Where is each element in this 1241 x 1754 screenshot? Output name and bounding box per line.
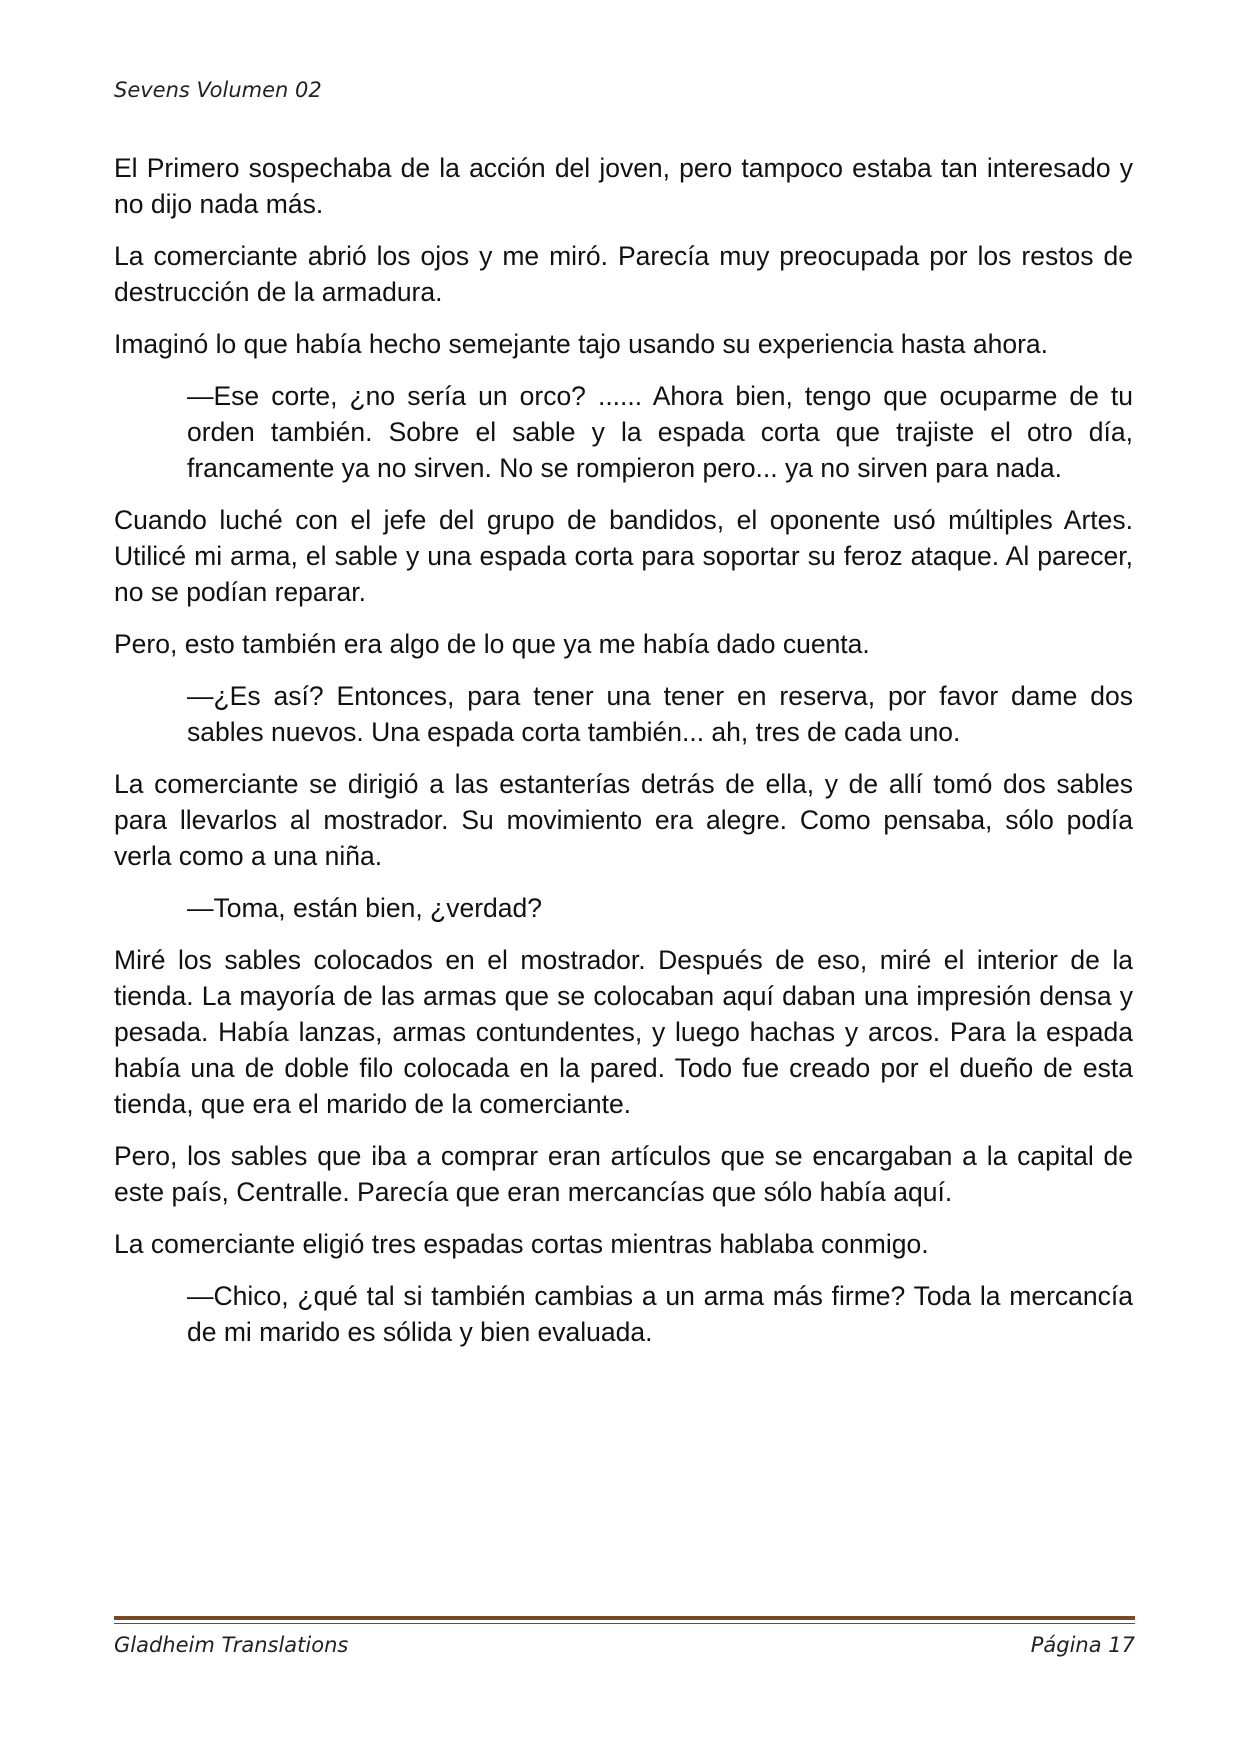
narration-paragraph: El Primero sospechaba de la acción del joven, pero tampoco estaba tan interesado y no dijo nada más. [114, 153, 1133, 219]
footer-divider [114, 1616, 1135, 1620]
document-body [114, 150, 1133, 1366]
narration-paragraph: La comerciante eligió tres espadas cortas mientras hablaba conmigo. [114, 1229, 929, 1259]
narration-paragraph: La comerciante abrió los ojos y me miró. Parecía muy preocupada por los restos de destrucción de la armadura. [114, 241, 1133, 307]
dialogue-paragraph: —Chico, ¿qué tal si también cambias a un arma más firme? Toda la mercancía de mi marido es sólida y bien evaluada. [187, 1281, 1133, 1347]
dialogue-paragraph: —Ese corte, ¿no sería un orco? ...... Ahora bien, tengo que ocuparme de tu orden también. Sobre el sable y la espada corta que trajiste el otro día, francamente ya no sirven. No se rompieron pero... ya no sirven para nada. [187, 381, 1133, 483]
narration-paragraph: Imaginó lo que había hecho semejante tajo usando su experiencia hasta ahora. [114, 329, 1049, 359]
narration-paragraph: La comerciante se dirigió a las estanterías detrás de ella, y de allí tomó dos sables para llevarlos al mostrador. Su movimiento era alegre. Como pensaba, sólo podía verla como a una niña. [114, 769, 1133, 871]
dialogue-paragraph: —Toma, están bien, ¿verdad? [187, 893, 542, 923]
narration-paragraph: Pero, los sables que iba a comprar eran artículos que se encargaban a la capital de este país, Centralle. Parecía que eran mercancías que sólo había aquí. [114, 1141, 1133, 1207]
footer-page-number: Página 17 [1030, 1633, 1135, 1657]
dialogue-paragraph: —¿Es así? Entonces, para tener una tener en reserva, por favor dame dos sables nuevos. Una espada corta también... ah, tres de cada uno. [187, 681, 1133, 747]
narration-paragraph: Cuando luché con el jefe del grupo de bandidos, el oponente usó múltiples Artes. Utilicé mi arma, el sable y una espada corta para soportar su feroz ataque. Al parecer, no se podían reparar. [114, 505, 1133, 607]
narration-paragraph: Miré los sables colocados en el mostrador. Después de eso, miré el interior de la tienda. La mayoría de las armas que se colocaban aquí daban una impresión densa y pesada. Había lanzas, armas contundentes, y luego hachas y arcos. Para la espada había una de doble filo colocada en la pared. Todo fue creado por el dueño de esta tienda, que era el marido de la comerciante. [114, 945, 1133, 1119]
narration-paragraph: Pero, esto también era algo de lo que ya me había dado cuenta. [114, 629, 870, 659]
footer-translator-credit: Gladheim Translations [114, 1633, 349, 1657]
footer-divider-thin [114, 1623, 1135, 1624]
page-header-title: Sevens Volumen 02 [114, 78, 322, 102]
